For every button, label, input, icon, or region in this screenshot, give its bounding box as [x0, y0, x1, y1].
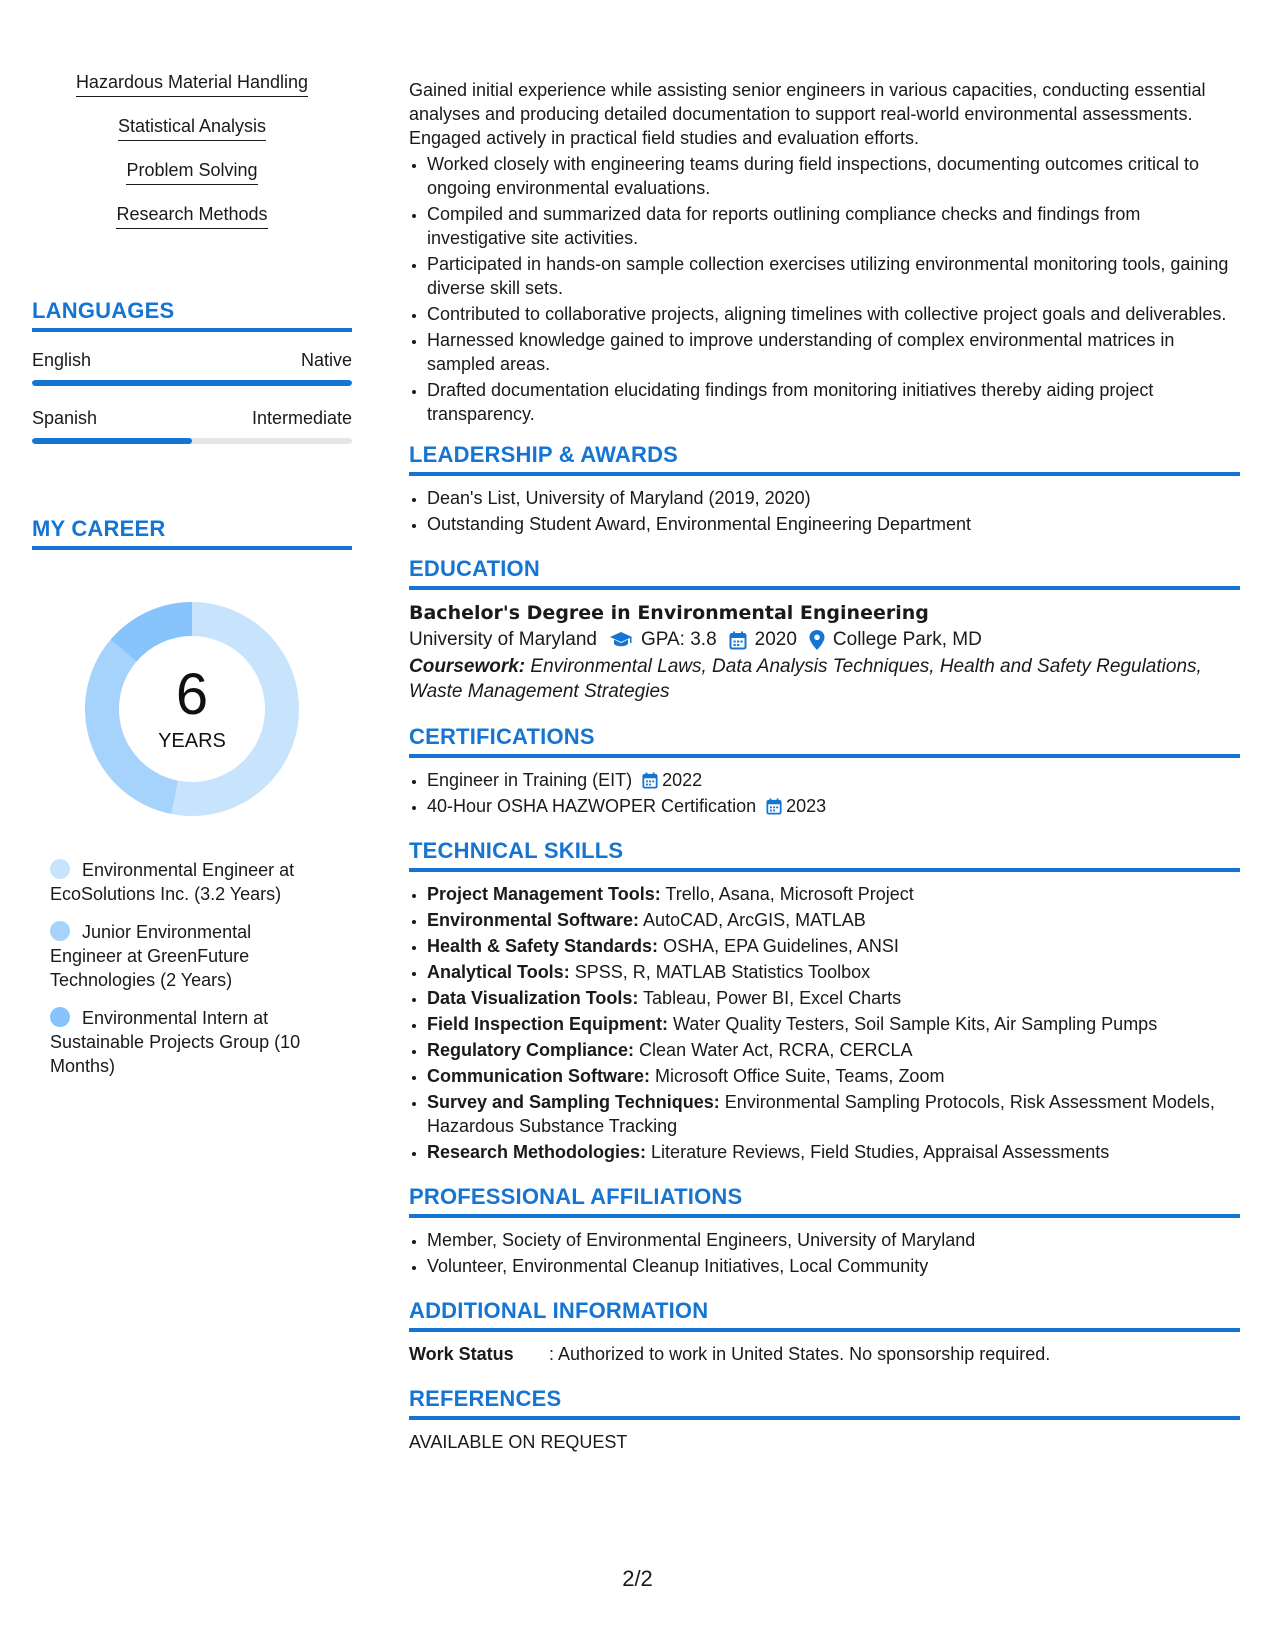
experience-summary: Gained initial experience while assisting senior engineers in various capacities, conducting essential analyses and producing detailed documentation to support real-world environmental assessments. Engaged actively in practical field studies and evaluation efforts.	[409, 80, 1206, 148]
education-heading: EDUCATION	[409, 556, 1240, 590]
certifications-section	[409, 724, 1240, 818]
experience-bullet: • Participated in hands-on sample collection exercises utilizing environmental monitoring tools, gaining diverse skill sets.	[427, 252, 1240, 300]
career-legend-item	[50, 920, 320, 992]
affiliations-heading: PROFESSIONAL AFFILIATIONS	[409, 1184, 1240, 1218]
career-total-unit: YEARS	[158, 730, 226, 752]
skill-category: Analytical Tools:	[427, 962, 570, 982]
language-name: Spanish	[32, 408, 98, 428]
technical-skill-item	[427, 1064, 1240, 1088]
skill-values: Trello, Asana, Microsoft Project	[660, 884, 914, 904]
education-year: 2020	[754, 629, 797, 650]
skill-values: Tableau, Power BI, Excel Charts	[638, 988, 902, 1008]
coursework-label: Coursework:	[409, 656, 526, 677]
leadership-item: • Dean's List, University of Maryland (2019, 2020)	[427, 486, 1240, 510]
work-status-row	[409, 1342, 1240, 1366]
experience-bullet: • Compiled and summarized data for reports outlining compliance checks and findings from investigative site activities.	[427, 202, 1240, 250]
leadership-item: • Outstanding Student Award, Environmental Engineering Department	[427, 512, 1240, 536]
calendar-icon	[729, 631, 747, 650]
experience-bullet: • Worked closely with engineering teams during field inspections, documenting outcomes critical to ongoing environmental evaluations.	[427, 152, 1240, 200]
legend-dot	[50, 921, 70, 941]
skill-category: Communication Software:	[427, 1066, 651, 1086]
career-section	[32, 516, 352, 1078]
experience-bullet: • Harnessed knowledge gained to improve understanding of complex environmental matrices in sampled areas.	[427, 328, 1240, 376]
coursework-list: Environmental Laws, Data Analysis Techniques, Health and Safety Regulations, Waste Management Strategies	[409, 656, 1202, 702]
education-location: College Park, MD	[832, 629, 982, 650]
technical-skill-item	[427, 1012, 1240, 1036]
career-legend	[32, 858, 352, 1078]
references-section	[409, 1386, 1240, 1454]
language-level-bar	[32, 438, 352, 444]
language-level-bar	[32, 380, 352, 386]
leadership-section	[409, 442, 1240, 536]
career-legend-item	[50, 858, 320, 906]
career-total-years: 6	[175, 662, 209, 727]
references-heading: REFERENCES	[409, 1386, 1240, 1420]
leadership-heading: LEADERSHIP & AWARDS	[409, 442, 1240, 476]
certifications-heading: CERTIFICATIONS	[409, 724, 1240, 758]
skill-category: Regulatory Compliance:	[427, 1040, 635, 1060]
career-label: Junior Environmental Engineer at GreenFuture Technologies (2 Years)	[50, 922, 252, 990]
skill-values: Literature Reviews, Field Studies, Appraisal Assessments	[646, 1142, 1110, 1162]
language-level-fill	[32, 380, 352, 386]
skill-category: Data Visualization Tools:	[427, 988, 639, 1008]
technical-skill-item	[427, 1038, 1240, 1062]
location-pin-icon	[809, 630, 825, 650]
sidebar	[32, 70, 352, 1092]
additional-info-heading: ADDITIONAL INFORMATION	[409, 1298, 1240, 1332]
affiliation-item: • Volunteer, Environmental Cleanup Initiatives, Local Community	[427, 1254, 1240, 1278]
skill-values: OSHA, EPA Guidelines, ANSI	[658, 936, 899, 956]
certification-item	[427, 768, 1240, 792]
education-details	[409, 626, 1240, 654]
skill-tag: Statistical Analysis	[118, 114, 266, 141]
career-label: Environmental Intern at Sustainable Projects Group (10 Months)	[50, 1008, 301, 1076]
skill-category: Environmental Software:	[427, 910, 640, 930]
language-level: Native	[300, 350, 352, 370]
skill-tag: Hazardous Material Handling	[76, 70, 308, 97]
technical-skill-item	[427, 1090, 1240, 1138]
skill-values: Water Quality Testers, Soil Sample Kits, Air Sampling Pumps	[668, 1014, 1158, 1034]
career-legend-item	[50, 1006, 320, 1078]
calendar-icon	[766, 798, 782, 815]
education-degree: Bachelor's Degree in Environmental Engineering	[409, 602, 929, 624]
certification-name: 40-Hour OSHA HAZWOPER Certification	[427, 796, 757, 816]
skill-tag: Problem Solving	[126, 158, 257, 185]
skill-category: Research Methodologies:	[427, 1142, 647, 1162]
career-donut-chart	[77, 594, 307, 824]
skill-values: AutoCAD, ArcGIS, MATLAB	[639, 910, 866, 930]
page-number: 2/2	[622, 1566, 653, 1591]
technical-skill-item	[427, 1140, 1240, 1164]
education-section	[409, 556, 1240, 704]
legend-dot	[50, 859, 70, 879]
affiliation-item: • Member, Society of Environmental Engineers, University of Maryland	[427, 1228, 1240, 1252]
technical-skill-item	[427, 882, 1240, 906]
skill-values: SPSS, R, MATLAB Statistics Toolbox	[569, 962, 871, 982]
skill-category: Project Management Tools:	[427, 884, 661, 904]
certification-name: Engineer in Training (EIT)	[427, 770, 633, 790]
legend-dot	[50, 1007, 70, 1027]
technical-skills-section	[409, 838, 1240, 1164]
main-content	[409, 78, 1240, 1454]
technical-skill-item	[427, 934, 1240, 958]
technical-skill-item	[427, 960, 1240, 984]
language-item	[32, 406, 352, 444]
skill-tag: Research Methods	[116, 202, 267, 229]
experience-bullets	[409, 152, 1240, 426]
certifications-list	[409, 768, 1240, 818]
education-gpa: GPA: 3.8	[640, 629, 717, 650]
technical-skill-item	[427, 986, 1240, 1010]
education-school: University of Maryland	[409, 629, 597, 650]
references-text: AVAILABLE ON REQUEST	[409, 1432, 628, 1452]
technical-skills-heading: TECHNICAL SKILLS	[409, 838, 1240, 872]
skill-values: Microsoft Office Suite, Teams, Zoom	[650, 1066, 945, 1086]
work-status-value: : Authorized to work in United States. No sponsorship required.	[549, 1344, 1051, 1364]
additional-info-section	[409, 1298, 1240, 1366]
education-coursework	[409, 654, 1240, 704]
language-name: English	[32, 350, 92, 370]
language-item	[32, 348, 352, 386]
certification-item	[427, 794, 1240, 818]
certification-year: 2022	[662, 770, 703, 790]
skill-category: Health & Safety Standards:	[427, 936, 659, 956]
skill-category: Survey and Sampling Techniques:	[427, 1092, 720, 1112]
affiliations-list	[409, 1228, 1240, 1278]
language-level-fill	[32, 438, 192, 444]
languages-heading: LANGUAGES	[32, 298, 352, 332]
certification-year: 2023	[786, 796, 827, 816]
skill-category: Field Inspection Equipment:	[427, 1014, 669, 1034]
calendar-icon	[642, 772, 658, 789]
skill-values: Environmental Sampling Protocols, Risk Assessment Models, Hazardous Substance Tracking	[427, 1092, 1215, 1136]
career-label: Environmental Engineer at EcoSolutions Inc. (3.2 Years)	[50, 860, 295, 904]
leadership-list	[409, 486, 1240, 536]
languages-section	[32, 298, 352, 444]
technical-skill-item	[427, 908, 1240, 932]
work-status-label: Work Status	[409, 1344, 514, 1364]
career-heading: MY CAREER	[32, 516, 352, 550]
graduation-cap-icon	[609, 631, 633, 649]
experience-bullet: • Drafted documentation elucidating findings from monitoring initiatives thereby aiding project transparency.	[427, 378, 1240, 426]
language-level: Intermediate	[251, 408, 352, 428]
experience-entry	[409, 78, 1240, 426]
skill-tags	[32, 70, 352, 246]
technical-skills-list	[409, 882, 1240, 1164]
experience-bullet: • Contributed to collaborative projects, aligning timelines with collective project goals and deliverables.	[427, 302, 1240, 326]
affiliations-section	[409, 1184, 1240, 1278]
skill-values: Clean Water Act, RCRA, CERCLA	[634, 1040, 913, 1060]
